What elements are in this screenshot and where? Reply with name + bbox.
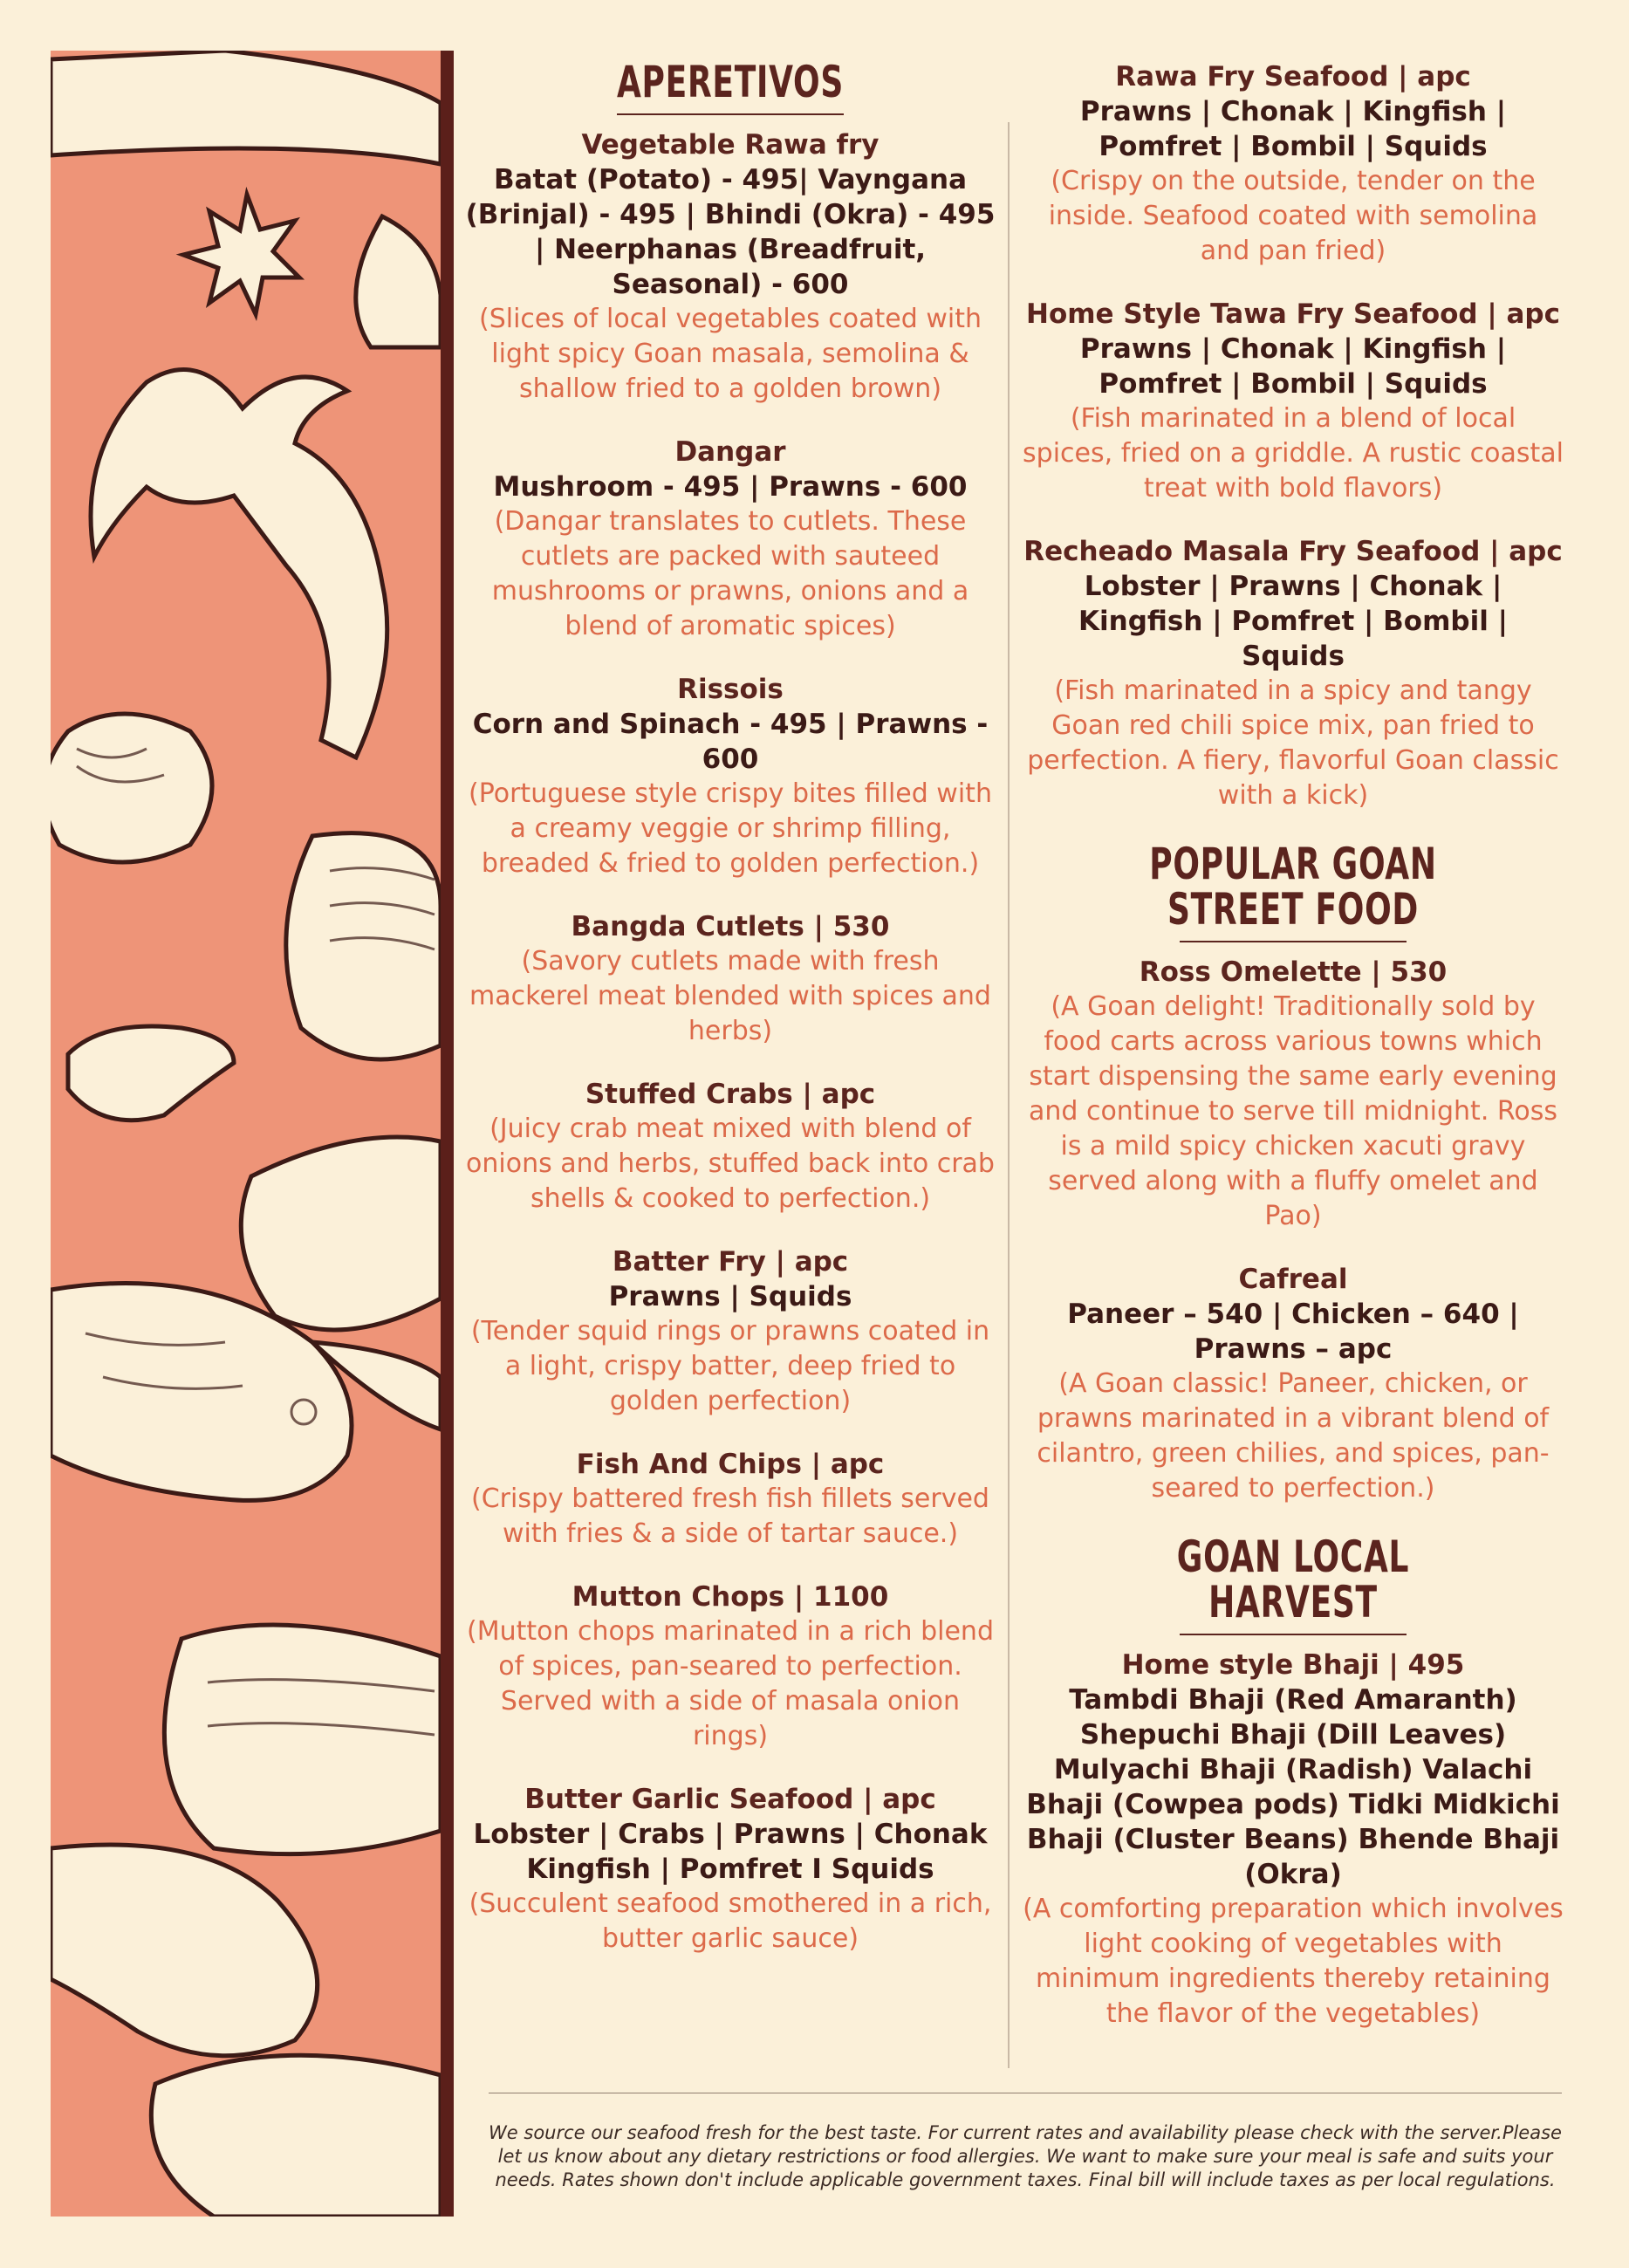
- oyster-icon: [241, 1137, 441, 1330]
- item-name: Mutton Chops | 1100: [572, 1581, 889, 1613]
- menu-item: [462, 909, 998, 1049]
- item-name: Batter Fry | apc: [612, 1246, 849, 1278]
- item-name: Ross Omelette | 530: [1139, 956, 1448, 988]
- menu-item: [1023, 955, 1564, 1234]
- fish-fillet-icon: [51, 51, 441, 164]
- item-options: Paneer – 540 | Chicken – 640 | Prawns – apc: [1067, 1298, 1519, 1365]
- menu-item: [1023, 1648, 1564, 2032]
- oyster-shell-icon: [164, 1625, 441, 1854]
- item-options: Prawns | Squids: [608, 1281, 852, 1312]
- item-description: (Tender squid rings or prawns coated in a light, crispy batter, deep fried to golden perfection): [470, 1316, 990, 1416]
- menu-item: [462, 127, 998, 407]
- menu-item: [462, 1447, 998, 1552]
- section-title-aperetivos: APERETIVOS: [616, 57, 845, 107]
- item-options: Batat (Potato) - 495| Vayngana (Brinjal) - 495 | Bhindi (Okra) - 495 | Neerphanas (Breadfruit, Seasonal) - 600: [465, 164, 996, 300]
- garlic-icon: [356, 216, 441, 347]
- item-options: Prawns | Chonak | Kingfish | Pomfret | Bombil | Squids: [1079, 96, 1507, 162]
- menu-item: [462, 1579, 998, 1754]
- item-name: Home Style Tawa Fry Seafood | apc: [1026, 298, 1560, 330]
- item-name: Recheado Masala Fry Seafood | apc: [1023, 536, 1563, 567]
- item-name: Bangda Cutlets | 530: [571, 911, 890, 942]
- item-name: Dangar: [674, 436, 786, 468]
- item-name: Home style Bhaji | 495: [1121, 1649, 1465, 1681]
- menu-item: [1023, 59, 1564, 269]
- section-title-harvest: GOAN LOCAL HARVEST: [1176, 1531, 1410, 1627]
- lobster-icon: [91, 369, 387, 757]
- menu-item: [1023, 534, 1564, 813]
- item-name: Fish And Chips | apc: [576, 1449, 885, 1480]
- left-column: [462, 59, 998, 1984]
- mussel-icon: [151, 2055, 441, 2217]
- column-divider: [1008, 122, 1010, 2068]
- menu-item: [462, 672, 998, 881]
- item-options: Corn and Spinach - 495 | Prawns - 600: [472, 709, 989, 775]
- item-name: Rissois: [677, 674, 784, 705]
- item-description: (Crispy battered fresh fish fillets served with fries & a side of tartar sauce.): [471, 1483, 989, 1549]
- item-options: Lobster | Crabs | Prawns | Chonak Kingfish | Pomfret I Squids: [473, 1819, 988, 1885]
- octopus-tentacle-icon: [51, 1845, 318, 2056]
- item-description: (Mutton chops marinated in a rich blend of spices, pan-seared to perfection. Served with a side of masala onion rings): [467, 1616, 994, 1751]
- item-description: (Fish marinated in a spicy and tangy Goan red chili spice mix, pan fried to perfection. A fiery, flavorful Goan classic with a kick): [1027, 675, 1559, 811]
- item-options: Prawns | Chonak | Kingfish | Pomfret | Bombil | Squids: [1079, 333, 1507, 400]
- item-description: (Fish marinated in a blend of local spices, fried on a griddle. A rustic coastal treat with bold flavors): [1023, 403, 1564, 504]
- right-column: [1023, 59, 1564, 2059]
- item-options: Mushroom - 495 | Prawns - 600: [493, 471, 968, 503]
- section-rule: [617, 113, 844, 115]
- section-title-street-food: POPULAR GOAN STREET FOOD: [1149, 839, 1437, 935]
- star-anise-icon: [183, 195, 299, 314]
- item-description: (A Goan delight! Traditionally sold by food carts across various towns which start dispensing the same early evening and continue to serve till midnight. Ross is a mild spicy chicken xacuti gravy served along with a fluffy omelet and Pao): [1028, 991, 1558, 1231]
- menu-item: [462, 435, 998, 644]
- shrimp-icon: [68, 1026, 234, 1120]
- item-description: (Portuguese style crispy bites filled with a creamy veggie or shrimp filling, breaded & fried to golden perfection.): [469, 778, 992, 879]
- menu-item: [1023, 1262, 1564, 1506]
- item-description: (Slices of local vegetables coated with light spicy Goan masala, semolina & shallow fried to a golden brown): [479, 304, 982, 404]
- item-name: Butter Garlic Seafood | apc: [524, 1784, 936, 1815]
- menu-item: [462, 1077, 998, 1216]
- item-description: (Juicy crab meat mixed with blend of onions and herbs, stuffed back into crab shells & cooked to perfection.): [466, 1113, 995, 1214]
- item-options: Tambdi Bhaji (Red Amaranth) Shepuchi Bhaji (Dill Leaves) Mulyachi Bhaji (Radish) Valachi Bhaji (Cowpea pods) Tidki Midkichi Bhaji (Cluster Beans) Bhende Bhaji (Okra): [1026, 1684, 1560, 1890]
- panel-divider-bar: [441, 51, 454, 2217]
- item-description: (Crispy on the outside, tender on the inside. Seafood coated with semolina and pan fried): [1048, 166, 1538, 266]
- section-rule: [1180, 1634, 1407, 1635]
- menu-item: [462, 1244, 998, 1419]
- section-rule: [1180, 941, 1407, 942]
- item-description: (A Goan classic! Paneer, chicken, or prawns marinated in a vibrant blend of cilantro, green chilies, and spices, pan-seared to perfection.): [1037, 1368, 1550, 1504]
- menu-item: [462, 1782, 998, 1956]
- seafood-illustration-panel: [51, 51, 441, 2217]
- item-description: (Savory cutlets made with fresh mackerel meat blended with spices and herbs): [469, 946, 991, 1046]
- item-name: Cafreal: [1238, 1264, 1348, 1295]
- item-description: (Succulent seafood smothered in a rich, butter garlic sauce): [469, 1888, 992, 1954]
- item-name: Vegetable Rawa fry: [581, 129, 880, 161]
- item-description: (A comforting preparation which involves light cooking of vegetables with minimum ingredients thereby retaining the flavor of the vegetables): [1023, 1894, 1564, 2029]
- item-name: Stuffed Crabs | apc: [585, 1079, 876, 1110]
- footer-note: We source our seafood fresh for the best taste. For current rates and availability please check with the server.Please let us know about any dietary restrictions or food allergies. We want to make sure your meal is safe and suits your needs. Rates shown don't include applicable government taxes. Final bill will include taxes as per local regulations.: [489, 2122, 1562, 2190]
- item-options: Lobster | Prawns | Chonak | Kingfish | Pomfret | Bombil | Squids: [1078, 571, 1508, 672]
- item-name: Rawa Fry Seafood | apc: [1115, 61, 1471, 93]
- item-description: (Dangar translates to cutlets. These cutlets are packed with sauteed mushrooms or prawns, onions and a blend of aromatic spices): [491, 506, 969, 641]
- menu-item: [1023, 297, 1564, 506]
- scallop-icon: [51, 714, 212, 862]
